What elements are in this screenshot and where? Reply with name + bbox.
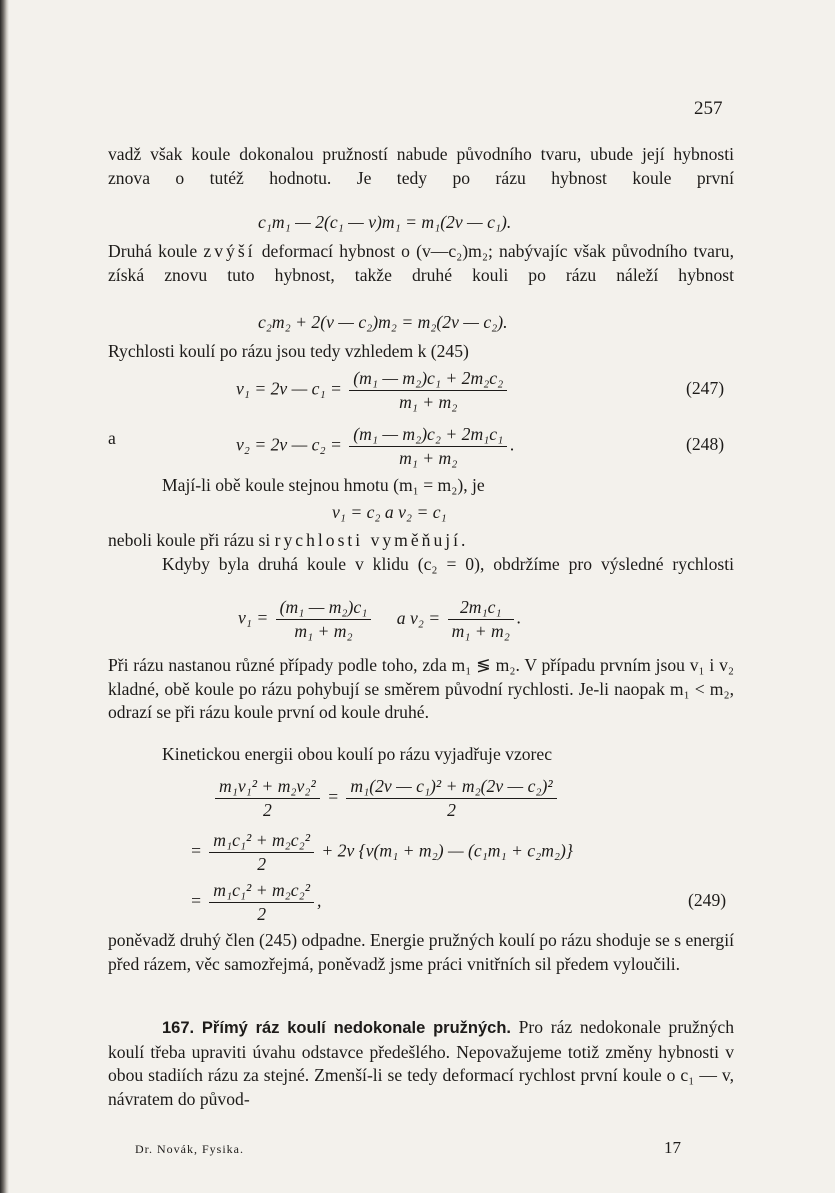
eq247-numerator: (m₁ — m₂)c₁ + 2m₂c₂ [349,368,507,391]
eq248-lhs: v₂ = 2v — c₂ = [236,434,342,455]
eq4-numerator-2: 2m₁c₁ [448,597,514,620]
energy-line-1 [212,776,560,821]
energy-fraction-4 [209,880,314,925]
equation-number-247: (247) [686,378,725,398]
energy-numerator-4: m₁c₁² + m₂c₂² [209,880,314,903]
section-167 [108,1016,734,1111]
equation-momentum-2: c₂m₂ + 2(v — c₂)m₂ = m₂(2v — c₂). [258,312,508,332]
eq248-numerator: (m₁ — m₂)c₂ + 2m₁c₁ [349,424,507,447]
paragraph-5 [108,529,734,553]
page-number: 257 [694,98,723,119]
eq4-numerator-1: (m₁ — m₂)c₁ [276,597,372,620]
energy-denominator-1: 2 [262,800,272,820]
energy-fraction-2 [346,776,556,821]
section-167-text: Pro ráz nedokonale pružných koulí třeba upraviti úvahu odstavce předešlého. Nepovažujeme totiž změny hybnosti v obou stadiích rázu za stejné. Zmenší-li se tedy deformací rychlost první koule o c₁ — v, návratem do původ- [108,1017,734,1109]
p5-start: neboli koule při rázu si [108,530,271,550]
equation-momentum-1: c₁m₁ — 2(c₁ — v)m₁ = m₁(2v — c₁). [258,212,512,232]
eq4-fraction-2 [448,597,514,642]
eq4-lhs: v₁ = [238,607,269,628]
energy-fraction-1 [215,776,320,821]
energy-numerator-1: m₁v₁² + m₂v₂² [215,776,320,799]
eq248-tail: . [510,434,515,455]
eq248-denominator: m₁ + m₂ [399,448,458,468]
paragraph-4: Mají-li obě koule stejnou hmotu (m₁ = m₂), je [162,475,485,495]
energy-tail-2: + 2v {v(m₁ + m₂) — (c₁m₁ + c₂m₂)} [321,840,573,861]
paragraph-9: poněvadž druhý člen (245) odpadne. Energie pružných koulí po rázu shoduje se s energií před rázem, věc samozřejmá, poněvadž jsme práci vnitřních sil předem vyloučili. [108,930,734,974]
p2-spaced-word: zvýší [203,241,256,261]
energy-equals-1: = [327,786,339,807]
paragraph-3: Rychlosti koulí po rázu jsou tedy vzhledem k (245) [108,341,469,361]
p5-spaced-words: rychlosti vyměňují. [274,530,469,550]
equation-rest-case [238,597,521,642]
equation-247 [236,368,510,413]
eq4-denominator-1: m₁ + m₂ [294,621,353,641]
energy-numerator-2: m₁(2v — c₁)² + m₂(2v — c₂)² [346,776,556,799]
eq4-denominator-2: m₁ + m₂ [451,621,510,641]
energy-numerator-3: m₁c₁² + m₂c₂² [209,830,314,853]
energy-tail-3: , [317,890,322,911]
footer-author: Dr. Novák, Fysika. [135,1142,244,1156]
energy-denominator-2: 2 [447,800,456,820]
label-a: a [108,428,116,448]
footer-signature-number: 17 [664,1138,681,1157]
page-binding-edge [0,0,9,1193]
energy-denominator-4: 2 [257,904,267,924]
eq247-fraction [349,368,507,413]
equation-248 [236,424,515,469]
equation-number-249: (249) [688,890,727,910]
energy-equals-3: = [190,890,202,911]
eq247-denominator: m₁ + m₂ [399,392,458,412]
p2-rest: deformací hybnost o (v—c₂)m₂; nabývajíc však původního tvaru, získá znovu tuto hybnost, takže druhé kouli po rázu náleží hybnost [108,241,735,285]
equation-equal-masses: v₁ = c₂ a v₂ = c₁ [332,502,447,522]
energy-fraction-3 [209,830,314,875]
paragraph-2 [108,240,734,287]
energy-line-3 [190,880,321,925]
eq4-fraction-1 [276,597,372,642]
eq247-lhs: v₁ = 2v — c₁ = [236,378,342,399]
energy-line-2 [190,830,573,875]
eq4-tail: . [516,607,522,628]
p2-start: Druhá koule [108,241,198,261]
paragraph-8: Kinetickou energii obou koulí po rázu vyjadřuje vzorec [162,744,553,764]
eq4-middle: a v₂ = [396,607,441,628]
equation-number-248: (248) [686,434,725,454]
paragraph-1: vadž však koule dokonalou pružností nabude původního tvaru, ubude její hybnosti znova o tutéž hodnotu. Je tedy po rázu hybnost koule první [108,144,734,188]
eq248-fraction [349,424,507,469]
paragraph-7: Při rázu nastanou různé případy podle toho, zda m₁ ≶ m₂. V případu prvním jsou v₁ i v₂ kladné, obě koule po rázu pohybují se směrem původní rychlosti. Je-li naopak m₁ < m₂, odrazí se při rázu koule první od koule druhé. [108,655,734,723]
paragraph-6: Kdyby byla druhá koule v klidu (c₂ = 0), obdržíme pro výsledné rychlosti [162,554,734,574]
energy-equals-2: = [190,840,202,861]
section-heading: 167. Přímý ráz koulí nedokonale pružných. [162,1019,511,1037]
energy-denominator-3: 2 [257,854,267,874]
